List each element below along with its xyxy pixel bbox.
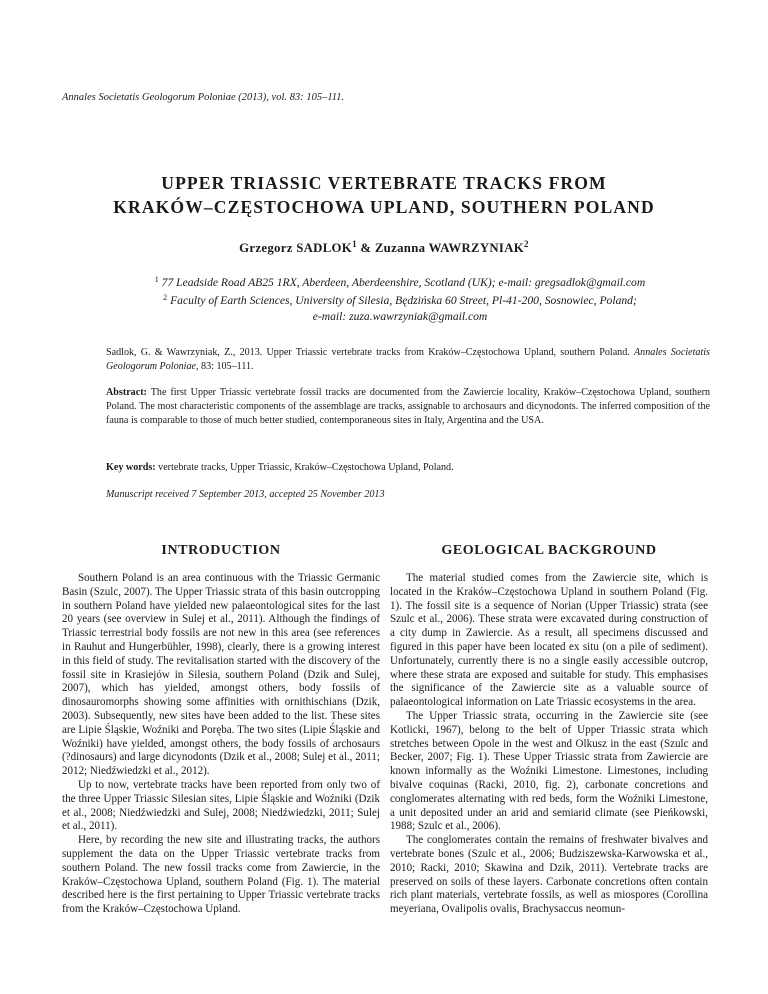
keywords (106, 461, 710, 475)
abstract-label: Abstract: (106, 387, 147, 398)
introduction-heading: INTRODUCTION (161, 543, 281, 558)
abstract (106, 386, 710, 427)
geological-background-heading: GEOLOGICAL BACKGROUND (441, 543, 657, 558)
author-1-affil-mark: 1 (352, 239, 357, 249)
author-list (0, 239, 768, 256)
affiliation-1-number: 1 (154, 275, 159, 284)
geological-background-section (390, 572, 708, 917)
affiliation-2 (75, 290, 725, 308)
geology-paragraph-2: The Upper Triassic strata, occurring in the Zawiercie site (see Kotlicki, 1967), belong to the belt of Upper Triassic strata which stretches between Opole in the west and Olkusz in the east (Szulc and Becker, 2007; Fig. 1). These Upper Triassic strata from Zawiercie are known informally as the Woźniki Limestone. Limestones, including bivalve coquinas (Racki, 2010, fig. 2), carbonate concretions and conglomerates alternating with red beds, form the Woźniki Limestone, a unit deposited under an arid and semiarid climate (see Pieńkowski, 1988; Szulc et al., 2006). (390, 709, 708, 833)
author-2: Zuzanna WAWRZYNIAK (374, 241, 525, 255)
affiliation-2-email: e-mail: zuza.wawrzyniak@gmail.com (312, 309, 488, 323)
introduction-paragraph-1: Southern Poland is an area continuous with the Triassic Germanic Basin (Szulc, 2007). The Upper Triassic strata of this basin outcropping in southern Poland have yielded new palaeontological sites for the last 20 years (see overview in Sulej et al., 2011). Although the findings of Triassic terrestrial body fossils are not new in this area (see references in Rauhut and Hungerbühler, 1998), clearly, there is a growing interest in this field of study. The revitalisation started with the discovery of the fossil site in Krasiejów in Silesia, southern Poland (Dzik and Sulej, 2007), which has yielded, amongst others, body fossils of dinosauromorphs showing some affinities with ornithischians (Dzik, 2003). Subsequently, new sites have been added to the list. These sites are Lipie Śląskie, Woźniki and Poręba. The two sites (Lipie Śląskie and Woźniki) have yielded, amongst others, the body fossils of archosaurs (?dinosaurs) and large dicynodonts (Dzik et al., 2008; Sulej et al., 2011; 2012; Niedźwiedzki et al., 2012). (62, 572, 380, 778)
geology-paragraph-3: The conglomerates contain the remains of freshwater bivalves and vertebrate bones (Szulc et al., 2006; Budziszewska-Karwowska et al., 2010; Racki, 2010; Skawina and Dzik, 2011). Vertebrate tracks are preserved on soils of these layers. Carbonate concretions often contain rich plant materials, vertebrate fossils, as well as miospores (Corollina meyeriana, Ovalipolis ovalis, Brachysaccus neomun- (390, 834, 708, 916)
geology-paragraph-1: The material studied comes from the Zawiercie site, which is located in the Kraków–Częstochowa Upland in southern Poland (Fig. 1). The fossil site is a sequence of Norian (Upper Triassic) strata (see Szulc et al., 2006). These strata were excavated during construction of a city dump in Zawiercie. As a result, all specimens discussed and figured in this paper have been located ex situ (on a pile of sediment). Unfortunately, currently there is no a single easily accessible outcrop, where these strata are exposed and suitable for study. This emphasises the significance of the Zawiercie site as a valuable source of palaeontological information on Late Triassic ecosystems in the area. (390, 572, 708, 709)
journal-citation-header: Annales Societatis Geologorum Poloniae (2013), vol. 83: 105–111. (62, 92, 345, 103)
keywords-label: Key words: (106, 462, 156, 473)
affiliation-2-number: 2 (163, 293, 168, 303)
introduction-paragraph-2: Up to now, vertebrate tracks have been reported from only two of the three Upper Triassic Silesian sites, Lipie Śląskie and Woźniki (Dzik et al., 2008; Niedźwiedzki and Sulej, 2008; Niedźwiedzki, 2011; Sulej et al., 2011). (62, 778, 380, 833)
article-title (0, 171, 768, 219)
affiliation-1 (75, 272, 725, 290)
article-reference (106, 346, 710, 374)
affiliation-2-text: Faculty of Earth Sciences, University of Silesia, Będzińska 60 Street, Pl-41-200, Sosnowiec, Poland; (170, 294, 637, 308)
title-line-2: KRAKÓW–CZĘSTOCHOWA UPLAND, SOUTHERN POLAND (113, 197, 655, 217)
title-line-1: UPPER TRIASSIC VERTEBRATE TRACKS FROM (161, 173, 607, 193)
manuscript-dates: Manuscript received 7 September 2013, accepted 25 November 2013 (106, 489, 385, 500)
author-separator: & (356, 241, 375, 255)
reference-journal: Annales Societatis Geologorum Poloniae (106, 347, 710, 372)
introduction-paragraph-3: Here, by recording the new site and illustrating tracks, the authors supplement the data on the Upper Triassic vertebrate tracks from southern Poland. The new fossil tracks come from Zawiercie, in the Kraków–Częstochowa Upland, southern Poland (Fig. 1). The material described here is the first pertaining to Upper Triassic vertebrate tracks from the Kraków–Częstochowa Upland. (62, 834, 380, 916)
affiliations (75, 272, 725, 324)
reference-pages: , 83: 105–111. (196, 360, 254, 372)
author-1: Grzegorz SADLOK (239, 241, 353, 255)
author-2-affil-mark: 2 (524, 239, 529, 249)
reference-text: Sadlok, G. & Wawrzyniak, Z., 2013. Upper Triassic vertebrate tracks from Kraków–Częstochowa Upland, southern Poland. (106, 347, 635, 358)
affiliation-1-text: 77 Leadside Road AB25 1RX, Aberdeen, Aberdeenshire, Scotland (UK); e-mail: gregsadlok@gmail.com (161, 276, 646, 289)
introduction-section (62, 572, 380, 917)
abstract-text: The first Upper Triassic vertebrate fossil tracks are documented from the Zawiercie locality, Kraków–Częstochowa Upland, southern Poland. The most characteristic components of the assemblage are tracks, assignable to archosaurs and dicynodonts. The inferred composition of the fauna is comparable to those of much better studied, contemporaneous sites in Italy, Argentina and the USA. (106, 387, 710, 426)
keywords-text: vertebrate tracks, Upper Triassic, Kraków–Częstochowa Upland, Poland. (155, 462, 454, 473)
